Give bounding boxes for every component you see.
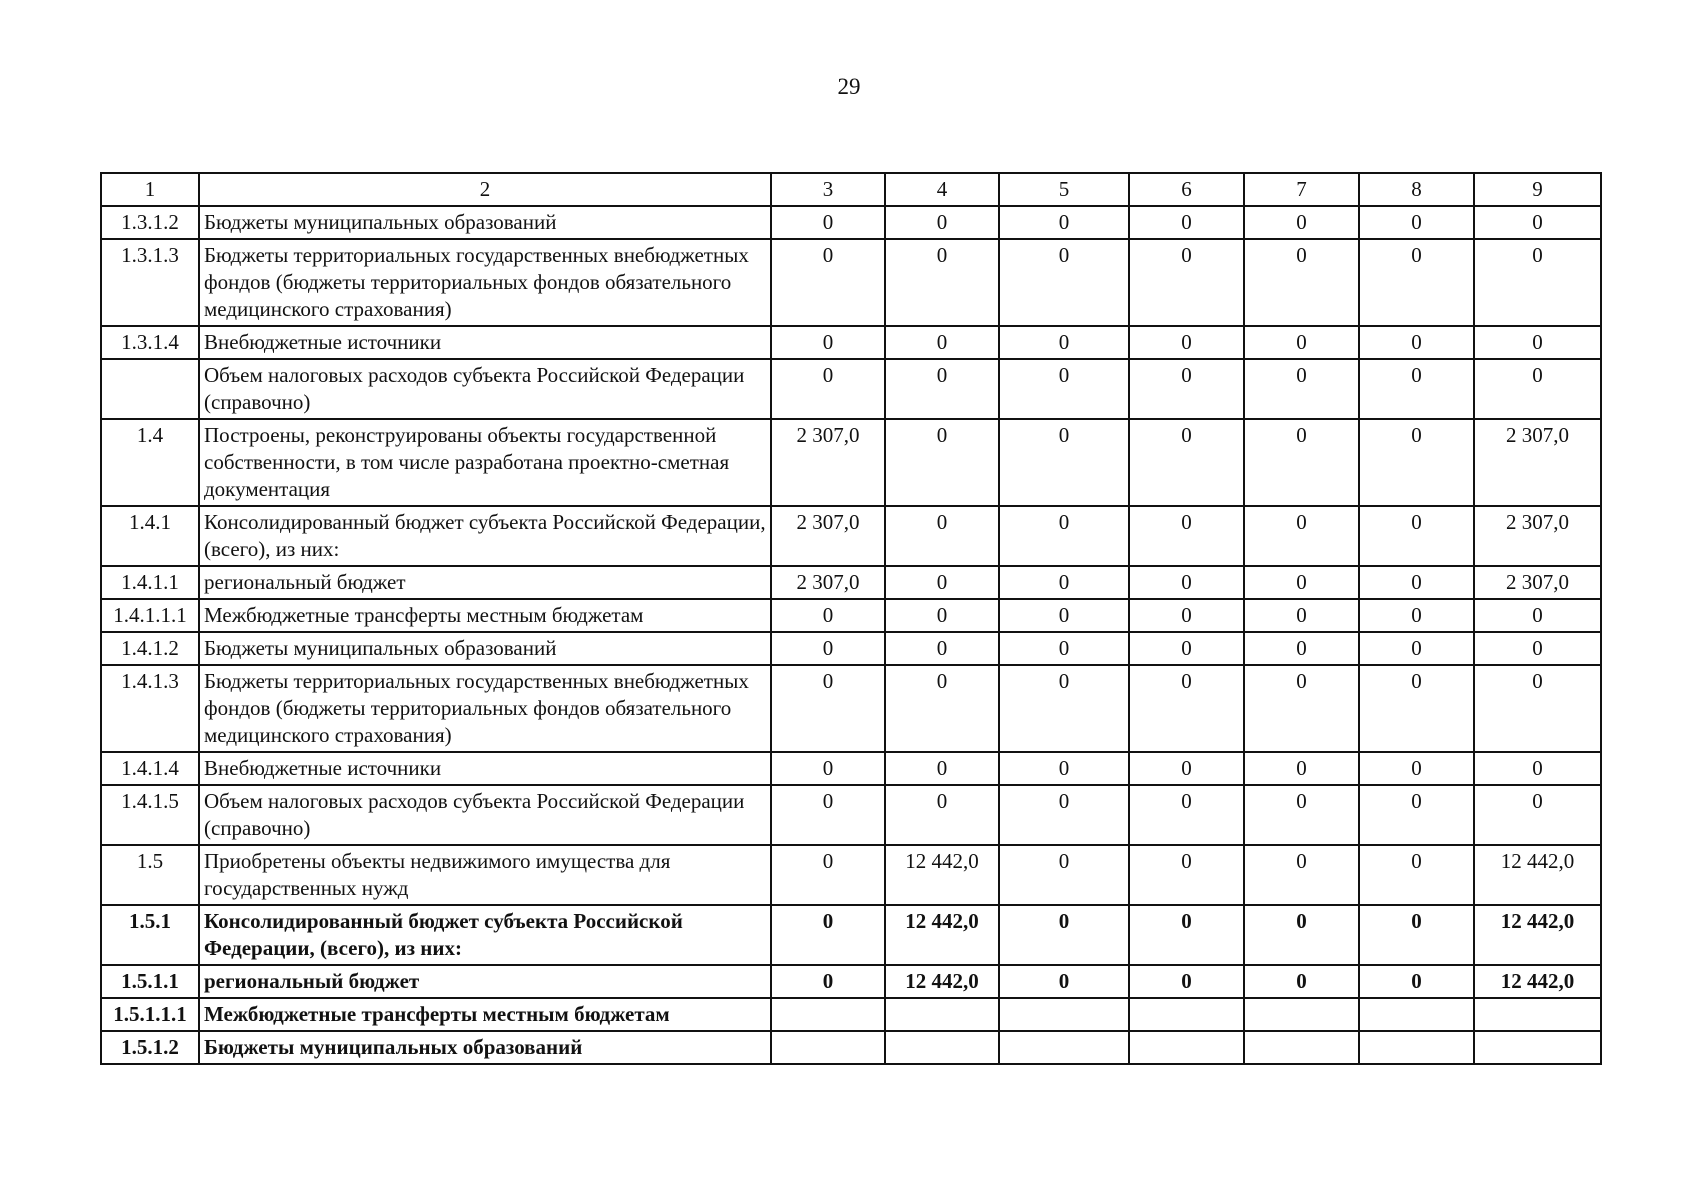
value-cell: 2 307,0 — [1474, 566, 1601, 599]
row-description: Межбюджетные трансферты местным бюджетам — [199, 998, 771, 1031]
budget-table — [100, 172, 1602, 1065]
value-cell: 0 — [1474, 665, 1601, 752]
row-code: 1.5 — [101, 845, 199, 905]
value-cell: 0 — [771, 905, 885, 965]
value-cell: 0 — [999, 566, 1129, 599]
value-cell: 0 — [771, 845, 885, 905]
table-row — [101, 665, 1601, 752]
table-row — [101, 905, 1601, 965]
value-cell: 0 — [1474, 599, 1601, 632]
table-row — [101, 845, 1601, 905]
row-description: Консолидированный бюджет субъекта Российской Федерации, (всего), из них: — [199, 905, 771, 965]
value-cell: 0 — [999, 239, 1129, 326]
value-cell: 0 — [999, 632, 1129, 665]
value-cell: 0 — [1129, 359, 1244, 419]
value-cell: 0 — [1129, 665, 1244, 752]
value-cell — [999, 1031, 1129, 1064]
value-cell: 0 — [1129, 785, 1244, 845]
table-row — [101, 239, 1601, 326]
value-cell: 2 307,0 — [1474, 506, 1601, 566]
value-cell: 0 — [1129, 239, 1244, 326]
value-cell — [885, 998, 999, 1031]
value-cell — [771, 1031, 885, 1064]
value-cell: 0 — [1244, 206, 1359, 239]
row-description: Внебюджетные источники — [199, 326, 771, 359]
value-cell: 0 — [885, 632, 999, 665]
value-cell: 2 307,0 — [771, 566, 885, 599]
value-cell: 0 — [771, 239, 885, 326]
value-cell: 12 442,0 — [1474, 965, 1601, 998]
value-cell: 0 — [771, 665, 885, 752]
value-cell: 0 — [1129, 326, 1244, 359]
row-description: региональный бюджет — [199, 965, 771, 998]
value-cell: 0 — [1129, 206, 1244, 239]
table-row — [101, 326, 1601, 359]
value-cell: 12 442,0 — [885, 845, 999, 905]
value-cell: 0 — [999, 752, 1129, 785]
value-cell: 0 — [1359, 506, 1474, 566]
column-header: 7 — [1244, 173, 1359, 206]
value-cell: 0 — [999, 206, 1129, 239]
value-cell: 0 — [771, 785, 885, 845]
row-code: 1.4.1.4 — [101, 752, 199, 785]
column-header: 9 — [1474, 173, 1601, 206]
value-cell: 12 442,0 — [885, 905, 999, 965]
value-cell: 0 — [1129, 599, 1244, 632]
value-cell: 0 — [1244, 845, 1359, 905]
table-row — [101, 419, 1601, 506]
row-code: 1.3.1.2 — [101, 206, 199, 239]
value-cell: 0 — [885, 326, 999, 359]
value-cell: 0 — [885, 506, 999, 566]
value-cell: 0 — [1359, 239, 1474, 326]
value-cell: 0 — [999, 326, 1129, 359]
value-cell: 0 — [771, 326, 885, 359]
row-code: 1.4.1.1 — [101, 566, 199, 599]
value-cell: 0 — [1474, 326, 1601, 359]
value-cell: 0 — [1129, 752, 1244, 785]
value-cell: 0 — [1359, 632, 1474, 665]
row-code: 1.4.1.5 — [101, 785, 199, 845]
value-cell: 0 — [885, 206, 999, 239]
value-cell: 0 — [885, 566, 999, 599]
value-cell: 2 307,0 — [771, 506, 885, 566]
column-header: 2 — [199, 173, 771, 206]
value-cell: 0 — [1474, 206, 1601, 239]
value-cell: 0 — [885, 419, 999, 506]
value-cell: 0 — [1244, 326, 1359, 359]
table-row — [101, 785, 1601, 845]
table-header-row — [101, 173, 1601, 206]
value-cell: 0 — [885, 359, 999, 419]
row-code: 1.5.1.1 — [101, 965, 199, 998]
value-cell: 0 — [1359, 359, 1474, 419]
table-row — [101, 206, 1601, 239]
value-cell: 0 — [1244, 665, 1359, 752]
value-cell: 0 — [999, 506, 1129, 566]
row-code: 1.4.1.2 — [101, 632, 199, 665]
table-row — [101, 998, 1601, 1031]
value-cell — [1474, 998, 1601, 1031]
row-code: 1.3.1.4 — [101, 326, 199, 359]
row-code: 1.4 — [101, 419, 199, 506]
value-cell: 0 — [1129, 632, 1244, 665]
row-code: 1.4.1 — [101, 506, 199, 566]
value-cell: 0 — [1474, 752, 1601, 785]
column-header: 1 — [101, 173, 199, 206]
table-row — [101, 965, 1601, 998]
table-row — [101, 506, 1601, 566]
value-cell: 0 — [771, 965, 885, 998]
value-cell: 2 307,0 — [1474, 419, 1601, 506]
row-description: Консолидированный бюджет субъекта Российской Федерации, (всего), из них: — [199, 506, 771, 566]
column-header: 3 — [771, 173, 885, 206]
value-cell: 0 — [885, 239, 999, 326]
value-cell: 0 — [771, 632, 885, 665]
value-cell: 0 — [1359, 965, 1474, 998]
value-cell — [771, 998, 885, 1031]
value-cell: 12 442,0 — [885, 965, 999, 998]
value-cell: 0 — [1244, 785, 1359, 845]
value-cell: 0 — [1244, 752, 1359, 785]
page-number: 29 — [837, 74, 861, 99]
value-cell: 12 442,0 — [1474, 845, 1601, 905]
value-cell: 0 — [1244, 419, 1359, 506]
value-cell — [1244, 998, 1359, 1031]
table-row — [101, 599, 1601, 632]
value-cell: 0 — [999, 845, 1129, 905]
value-cell — [1474, 1031, 1601, 1064]
row-description: Объем налоговых расходов субъекта Российской Федерации (справочно) — [199, 785, 771, 845]
value-cell: 0 — [1359, 845, 1474, 905]
value-cell: 0 — [1359, 752, 1474, 785]
row-code — [101, 359, 199, 419]
value-cell: 0 — [885, 599, 999, 632]
value-cell: 0 — [1359, 419, 1474, 506]
row-code: 1.5.1.2 — [101, 1031, 199, 1064]
value-cell: 0 — [1359, 599, 1474, 632]
row-description: Бюджеты муниципальных образований — [199, 632, 771, 665]
value-cell: 0 — [1244, 239, 1359, 326]
column-header: 4 — [885, 173, 999, 206]
value-cell — [999, 998, 1129, 1031]
value-cell: 0 — [885, 785, 999, 845]
value-cell: 0 — [999, 785, 1129, 845]
value-cell: 0 — [1244, 965, 1359, 998]
value-cell: 0 — [1129, 506, 1244, 566]
value-cell: 0 — [885, 665, 999, 752]
table-row — [101, 1031, 1601, 1064]
value-cell: 0 — [999, 665, 1129, 752]
table-row — [101, 566, 1601, 599]
row-description: Внебюджетные источники — [199, 752, 771, 785]
value-cell: 0 — [999, 599, 1129, 632]
value-cell: 0 — [1359, 905, 1474, 965]
row-description: Построены, реконструированы объекты государственной собственности, в том числе разработана проектно-сметная документация — [199, 419, 771, 506]
value-cell: 0 — [1244, 905, 1359, 965]
row-code: 1.3.1.3 — [101, 239, 199, 326]
value-cell — [1359, 1031, 1474, 1064]
value-cell: 0 — [771, 752, 885, 785]
row-code: 1.5.1 — [101, 905, 199, 965]
row-description: Бюджеты территориальных государственных внебюджетных фондов (бюджеты территориальных фондов обязательного медицинского страхования) — [199, 665, 771, 752]
value-cell: 0 — [1474, 632, 1601, 665]
value-cell: 0 — [999, 905, 1129, 965]
value-cell — [1359, 998, 1474, 1031]
value-cell: 12 442,0 — [1474, 905, 1601, 965]
row-description: Бюджеты муниципальных образований — [199, 1031, 771, 1064]
value-cell: 0 — [1359, 785, 1474, 845]
value-cell: 0 — [1359, 206, 1474, 239]
value-cell: 0 — [1129, 905, 1244, 965]
row-description: Бюджеты муниципальных образований — [199, 206, 771, 239]
column-header: 8 — [1359, 173, 1474, 206]
value-cell: 0 — [1474, 785, 1601, 845]
value-cell: 0 — [771, 359, 885, 419]
value-cell: 0 — [1129, 566, 1244, 599]
value-cell: 0 — [1359, 665, 1474, 752]
row-description: Объем налоговых расходов субъекта Российской Федерации (справочно) — [199, 359, 771, 419]
value-cell: 0 — [1244, 566, 1359, 599]
value-cell: 0 — [1359, 326, 1474, 359]
table-row — [101, 752, 1601, 785]
value-cell: 0 — [1244, 359, 1359, 419]
value-cell: 0 — [1244, 599, 1359, 632]
value-cell: 0 — [1359, 566, 1474, 599]
row-description: Бюджеты территориальных государственных внебюджетных фондов (бюджеты территориальных фондов обязательного медицинского страхования) — [199, 239, 771, 326]
value-cell — [885, 1031, 999, 1064]
table-row — [101, 632, 1601, 665]
value-cell: 0 — [1129, 419, 1244, 506]
value-cell: 0 — [999, 419, 1129, 506]
row-description: Приобретены объекты недвижимого имущества для государственных нужд — [199, 845, 771, 905]
row-code: 1.4.1.3 — [101, 665, 199, 752]
value-cell — [1129, 1031, 1244, 1064]
value-cell: 0 — [771, 599, 885, 632]
value-cell: 0 — [771, 206, 885, 239]
value-cell: 0 — [999, 965, 1129, 998]
value-cell: 0 — [1244, 506, 1359, 566]
row-code: 1.4.1.1.1 — [101, 599, 199, 632]
row-code: 1.5.1.1.1 — [101, 998, 199, 1031]
value-cell: 2 307,0 — [771, 419, 885, 506]
value-cell — [1129, 998, 1244, 1031]
value-cell: 0 — [1474, 359, 1601, 419]
value-cell: 0 — [1244, 632, 1359, 665]
row-description: региональный бюджет — [199, 566, 771, 599]
value-cell: 0 — [1474, 239, 1601, 326]
column-header: 6 — [1129, 173, 1244, 206]
value-cell: 0 — [999, 359, 1129, 419]
row-description: Межбюджетные трансферты местным бюджетам — [199, 599, 771, 632]
column-header: 5 — [999, 173, 1129, 206]
table-row — [101, 359, 1601, 419]
value-cell: 0 — [1129, 845, 1244, 905]
value-cell: 0 — [885, 752, 999, 785]
value-cell: 0 — [1129, 965, 1244, 998]
value-cell — [1244, 1031, 1359, 1064]
